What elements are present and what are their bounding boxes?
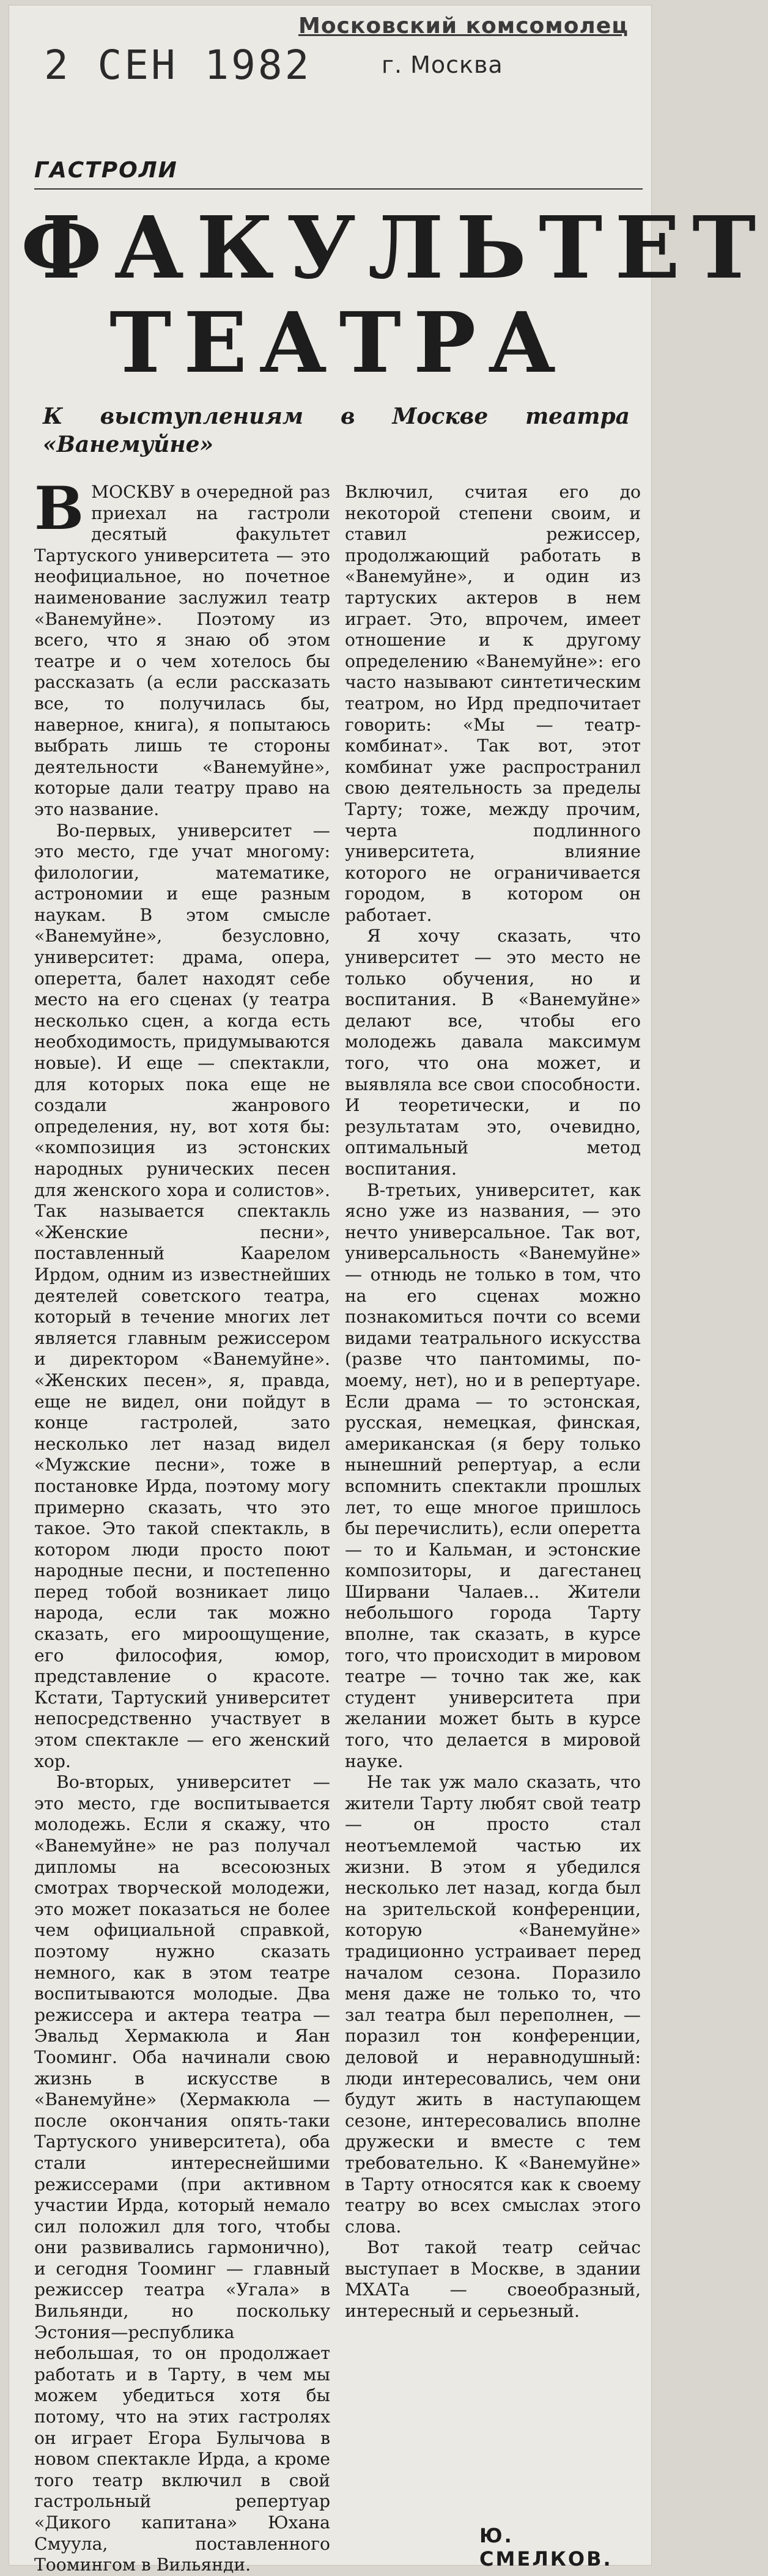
drop-cap: В	[34, 474, 84, 543]
paragraph: В-третьих, университет, как ясно уже из названия, — это нечто универсальное. Так вот, универсальность «Ванемуйне» — отнюдь не только в том, что на его сценах можно познакомиться почти со всеми видами театрального искусства (разве что пантомимы, по-моему, нет), но и в репертуаре. Если драма — то эстонская, русская, немецкая, финская, американская (я беру только нынешний репертуар, а если вспомнить спектакли прошлых лет, то еще многое пришлось бы перечислить), если оперетта — то и Кальман, и эстонские композиторы, и дагестанец Ширвани Чалаев... Жители небольшого города Тарту вполне, так сказать, в курсе того, что происходит в мировом театре — точно так же, как студент университета при желании может быть в курсе того, что делается в мировой науке.	[345, 1179, 641, 1771]
paragraph: Вот такой театр сейчас выступает в Москве, в здании МХАТа — своеобразный, интересный и серьезный.	[345, 2237, 641, 2322]
article-column-left	[34, 474, 330, 2576]
newspaper-name-stamp: Московский комсомолец	[298, 13, 629, 39]
author-signature: Ю. СМЕЛКОВ.	[479, 2524, 613, 2570]
article-column-right	[345, 482, 641, 2322]
headline-line-2: ТЕАТРА	[109, 294, 568, 392]
paragraph: Не так уж мало сказать, что жители Тарту любят свой театр — он просто стал неотъемлемой частью их жизни. В этом я убедился несколько лет назад, когда был на зрительской конференции, которую «Ванемуйне» традиционно устраивает перед началом сезона. Поразило меня даже не только то, что зал театра был переполнен, — поразил тон конференции, деловой и неравнодушный: люди интересовались, чем они будут жить в наступающем сезоне, интересовались вполне дружески и вместе с тем требовательно. К «Ванемуйне» в Тарту относятся как к своему театру во всех смыслах этого слова.	[345, 1772, 641, 2237]
city-stamp: г. Москва	[382, 51, 503, 78]
newspaper-clipping	[9, 5, 768, 2575]
headline-line-1: ФАКУЛЬТЕТ	[21, 198, 768, 298]
paragraph	[34, 474, 330, 821]
paragraph-text: МОСКВУ в очередной раз приехал на гастроли десятый факультет Тартуского университета — это неофициальное, но почетное наименование заслужил театр «Ванемуйне». Поэтому из всего, что я знаю об этом театре и о чем хотелось бы рассказать (а если рассказать все, то получилась бы, наверное, книга), я попытаюсь выбрать лишь те стороны деятельности «Ванемуйне», которые дали театру право на это название.	[34, 482, 330, 819]
paragraph: Я хочу сказать, что университет — это место не только обучения, но и воспитания. В «Ванемуйне» делают все, чтобы его молодежь давала максимум того, что она может, и выявляла все свои способности. И теоретически, и по результатам это, очевидно, оптимальный метод воспитания.	[345, 926, 641, 1179]
rubric-label: ГАСТРОЛИ	[34, 158, 178, 183]
clipping-date-stamp: 2 СЕН 1982	[44, 42, 312, 89]
paragraph: Во-вторых, университет — это место, где воспитывается молодежь. Если я скажу, что «Ванемуйне» не раз получал дипломы на всесоюзных смотрах творческой молодежи, это может показаться не более чем официальной справкой, поэтому нужно сказать немного, как в этом театре воспитываются молодые. Два режиссера и актера театра — Эвальд Хермакюла и Яан Тооминг. Оба начинали свою жизнь в искусстве в «Ванемуйне» (Хермакюла — после окончания опять-таки Тартуского университета), оба стали интереснейшими режиссерами (при активном участии Ирда, который немало сил положил для того, чтобы они развивались гармонично), и сегодня Тооминг — главный режиссер театра «Угала» в Вильянди, но поскольку Эстония—республика небольшая, то он продолжает работать и в Тарту, в чем мы можем убедиться хотя бы потому, что на этих гастролях он играет Егора Булычова в новом спектакле Ирда, а кроме того театр включил в свой гастрольный репертуар «Дикого капитана» Юхана Смуула, поставленного Тоомингом в Вильянди.	[34, 1772, 330, 2575]
rubric-divider	[34, 188, 643, 190]
article-subtitle: К выступлениям в Москве театра «Ванемуйне»	[43, 404, 630, 457]
paragraph: Во-первых, университет — это место, где учат многому: филологии, математике, астрономии и еще разным наукам. В этом смысле «Ванемуйне», безусловно, университет: драма, опера, оперетта, балет находят себе место на его сценах (у театра несколько сцен, а когда есть необходимость, придумываются новые). И еще — спектакли, для которых пока еще не создали жанрового определения, ну, вот хотя бы: «композиция из эстонских народных рунических песен для женского хора и солистов». Так называется спектакль «Женские песни», поставленный Каарелом Ирдом, одним из известнейших деятелей советского театра, который в течение многих лет является главным режиссером и директором «Ванемуйне». «Женских песен», я, правда, еще не видел, они пойдут в конце гастролей, зато несколько лет назад видел «Мужские песни», тоже в постановке Ирда, поэтому могу примерно сказать, что это такое. Это такой спектакль, в котором люди просто поют народные песни, и постепенно перед тобой возникает лицо народа, если так можно сказать, его мироощущение, его философия, юмор, представление о красоте. Кстати, Тартуский университет непосредственно участвует в этом спектакле — его женский хор.	[34, 820, 330, 1771]
paragraph: Включил, считая его до некоторой степени своим, и ставил режиссер, продолжающий работать в «Ванемуйне», и один из тартуских актеров в нем играет. Это, впрочем, имеет отношение и к другому определению «Ванемуйне»: его часто называют синтетическим театром, но Ирд предпочитает говорить: «Мы — театр-комбинат». Так вот, этот комбинат уже распространил свою деятельность за пределы Тарту; тоже, между прочим, черта подлинного университета, влияние которого не ограничивается городом, в котором он работает.	[345, 482, 641, 925]
